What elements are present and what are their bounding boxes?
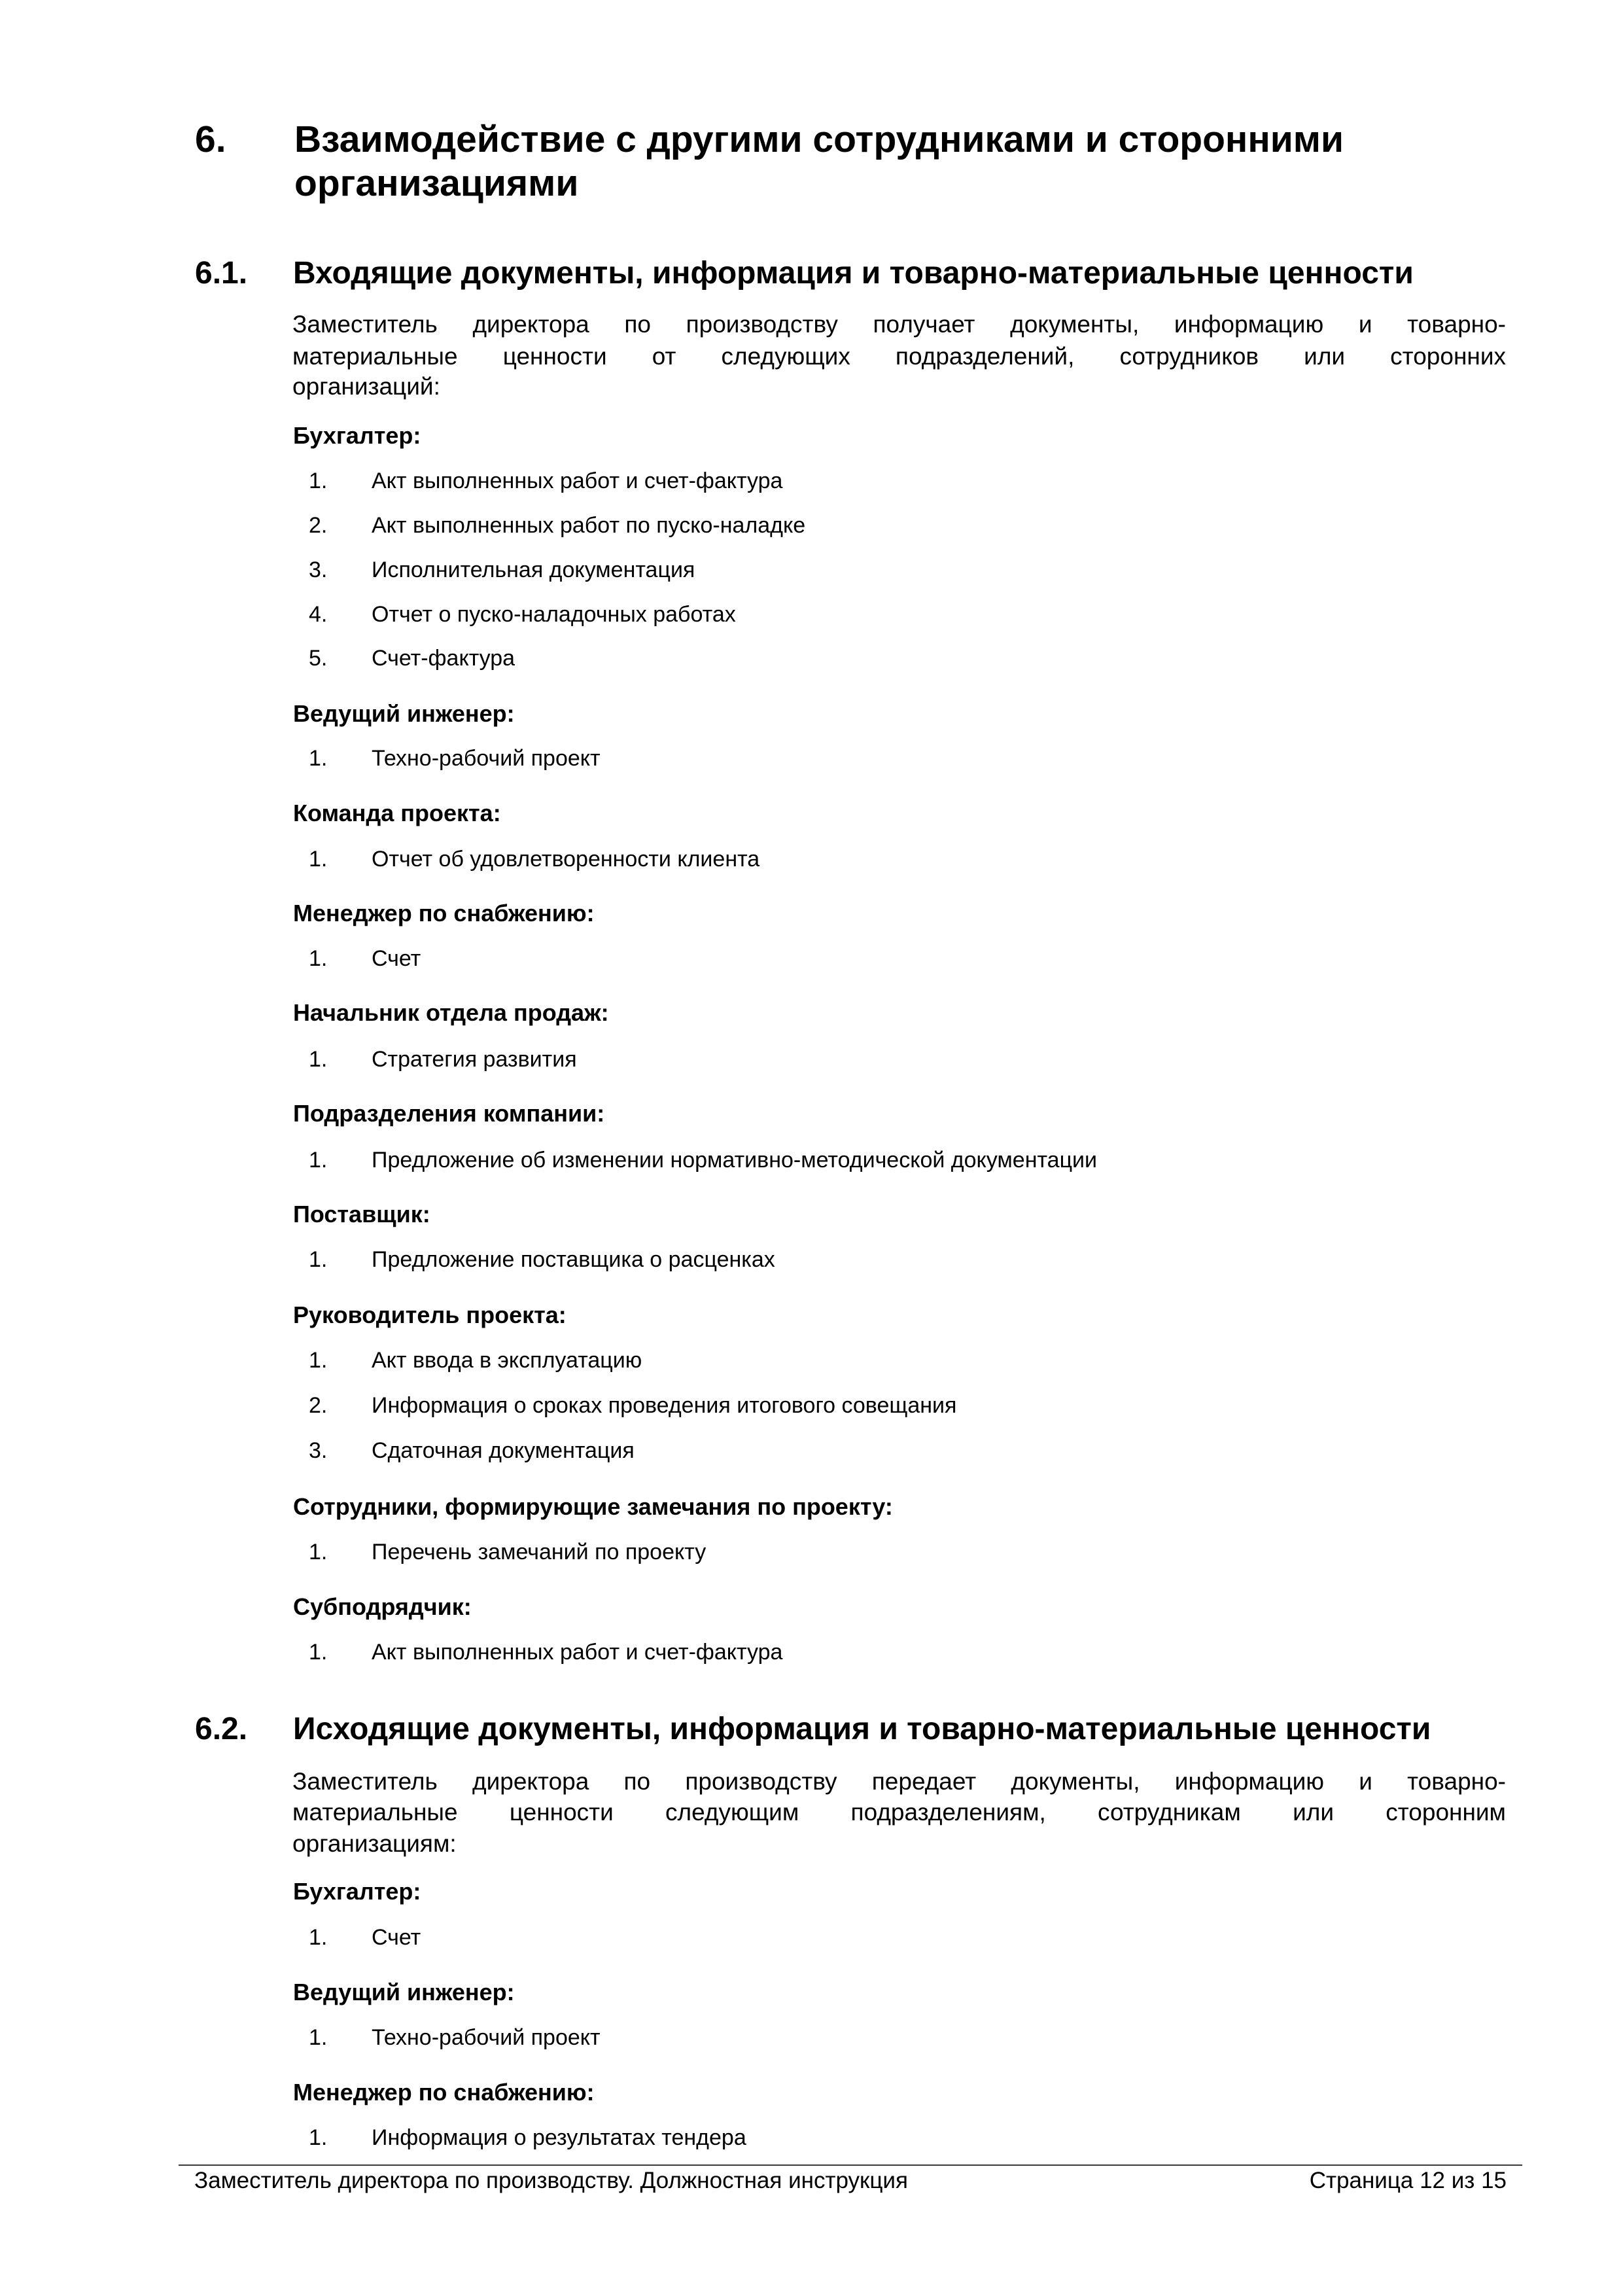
list-item-text: Техно-рабочий проект [372,2025,601,2051]
list-item-text: Акт выполненных работ по пуско-наладке [372,513,806,539]
list-item-number: 1. [309,1925,328,1951]
section-intro-line: материальные ценности от следующих подразделений, сотрудников или сторонних [292,342,1506,370]
group-title: Ведущий инженер: [293,1978,515,2005]
list-item-number: 1. [309,946,328,972]
section-title: Входящие документы, информация и товарно-материальные ценности [293,256,1414,291]
list-item-number: 1. [309,1540,328,1565]
list-item-number: 1. [309,746,328,771]
section-intro-line: Заместитель директора по производству получает документы, информацию и товарно- [292,310,1506,338]
group-title: Менеджер по снабжению: [293,899,595,927]
list-item-text: Сдаточная документация [372,1438,635,1464]
section-intro-line: организациям: [292,1829,457,1857]
footer-rule [179,2164,1522,2166]
footer-page-number: Страница 12 из 15 [1309,2168,1507,2194]
list-item-text: Отчет о пуско-наладочных работах [372,602,736,627]
group-title: Команда проекта: [293,799,501,826]
list-item-text: Предложение об изменении нормативно-методической документации [372,1148,1098,1173]
list-item-number: 1. [309,2025,328,2051]
list-item-text: Акт выполненных работ и счет-фактура [372,468,783,494]
section-intro-line: Заместитель директора по производству передает документы, информацию и товарно- [292,1767,1506,1795]
list-item-text: Отчет об удовлетворенности клиента [372,847,760,872]
list-item-number: 2. [309,1393,328,1419]
group-title: Руководитель проекта: [293,1301,567,1328]
list-item-number: 1. [309,1348,328,1373]
group-title: Подразделения компании: [293,1099,605,1127]
chapter-title-line-1: Взаимодействие с другими сотрудниками и сторонними [294,118,1344,160]
list-item-number: 4. [309,602,328,627]
chapter-title-line-2: организациями [294,162,579,204]
section-title: Исходящие документы, информация и товарно-материальные ценности [293,1712,1431,1747]
section-intro-line: организаций: [292,372,440,400]
list-item-text: Информация о сроках проведения итогового совещания [372,1393,957,1419]
chapter-number: 6. [195,118,226,160]
list-item-number: 5. [309,646,328,671]
section-number: 6.2. [195,1712,248,1747]
group-title: Бухгалтер: [293,421,421,449]
list-item-text: Счет [372,946,421,972]
group-title: Ведущий инженер: [293,699,515,727]
list-item-text: Акт выполненных работ и счет-фактура [372,1640,783,1665]
list-item-number: 1. [309,847,328,872]
list-item-text: Перечень замечаний по проекту [372,1540,707,1565]
list-item-number: 3. [309,1438,328,1464]
list-item-number: 1. [309,1640,328,1665]
list-item-number: 1. [309,1148,328,1173]
footer-document-title: Заместитель директора по производству. Должностная инструкция [194,2168,908,2194]
section-number: 6.1. [195,256,248,291]
group-title: Бухгалтер: [293,1877,421,1905]
list-item-text: Предложение поставщика о расценках [372,1247,775,1273]
list-item-text: Техно-рабочий проект [372,746,601,771]
list-item-number: 3. [309,557,328,583]
group-title: Сотрудники, формирующие замечания по проекту: [293,1492,893,1520]
list-item-number: 1. [309,468,328,494]
list-item-text: Счет [372,1925,421,1951]
group-title: Начальник отдела продаж: [293,998,609,1026]
group-title: Менеджер по снабжению: [293,2078,595,2106]
list-item-number: 1. [309,1047,328,1072]
group-title: Поставщик: [293,1200,430,1227]
list-item-text: Стратегия развития [372,1047,577,1072]
list-item-text: Информация о результатах тендера [372,2125,746,2151]
list-item-number: 2. [309,513,328,539]
list-item-number: 1. [309,2125,328,2151]
list-item-text: Счет-фактура [372,646,515,671]
section-intro-line: материальные ценности следующим подразделениям, сотрудникам или сторонним [292,1798,1506,1826]
group-title: Субподрядчик: [293,1593,472,1620]
list-item-text: Исполнительная документация [372,557,695,583]
list-item-text: Акт ввода в эксплуатацию [372,1348,642,1373]
list-item-number: 1. [309,1247,328,1273]
